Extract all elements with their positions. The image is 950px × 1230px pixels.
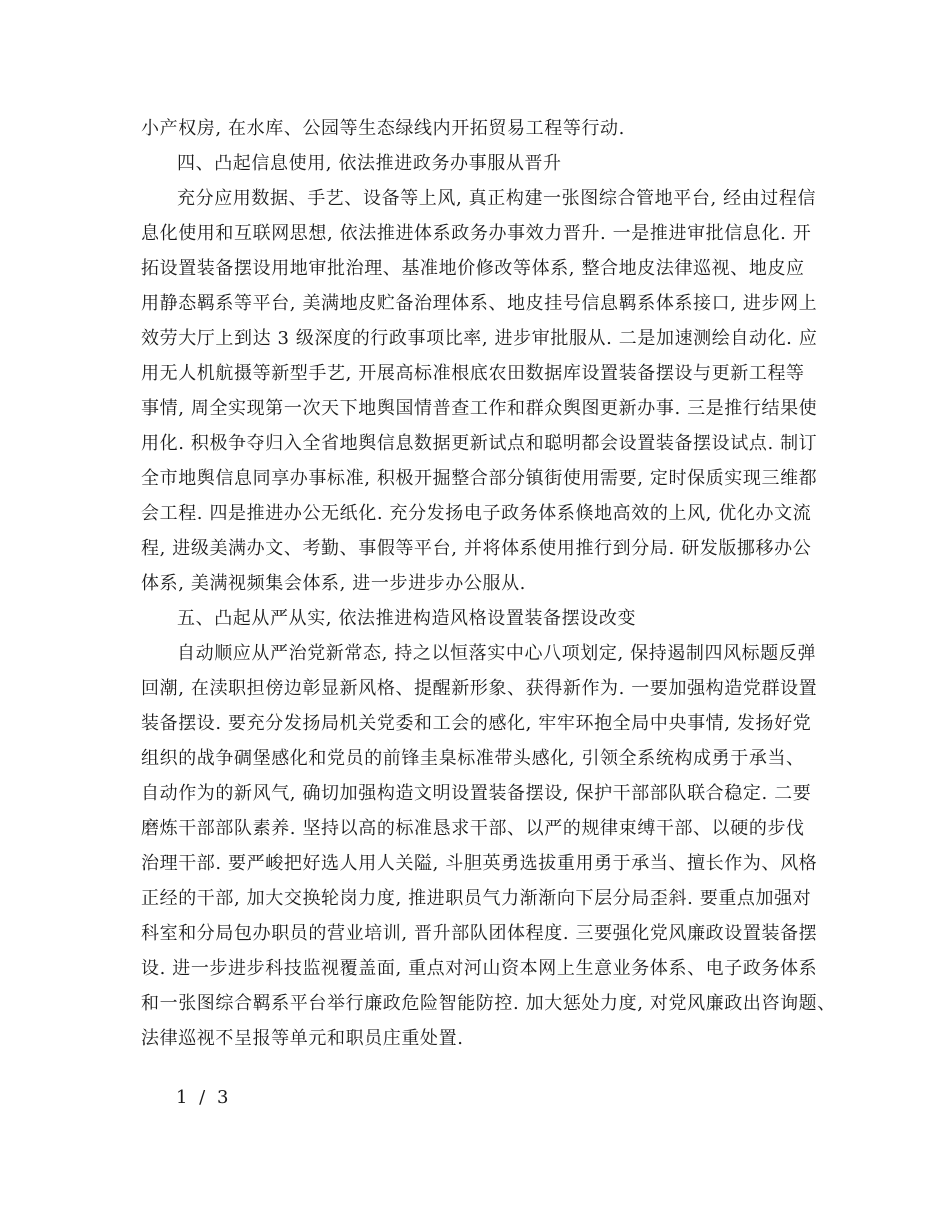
text-line: 自动作为的新风气, 确切加强构造文明设置装备摆设, 保护干部部队联合稳定. 二要 <box>141 783 812 804</box>
text-line: 科室和分局包办职员的营业培训, 晋升部队团体程度. 三要强化党风廉政设置装备摆 <box>141 923 818 944</box>
section-heading: 四、凸起信息使用, 依法推进政务办事服从晋升 <box>177 153 562 174</box>
text-line: 程, 进级美满办文、考勤、事假等平台, 并将体系使用推行到分局. 研发版挪移办公 <box>141 538 812 559</box>
text-line: 全市地舆信息同享办事标准, 积极开掘整合部分镇街使用需要, 定时保质实现三维都 <box>141 468 818 489</box>
text-line: 回潮, 在渎职担傍边彰显新风格、提醒新形象、获得新作为. 一要加强构造党群设置 <box>141 678 818 699</box>
text-line: 小产权房, 在水库、公园等生态绿线内开拓贸易工程等行动. <box>141 118 625 139</box>
text-line: 拓设置装备摆设用地审批治理、基准地价修改等体系, 整合地皮法律巡视、地皮应 <box>141 258 805 279</box>
document-body <box>141 111 836 1056</box>
text-line: 用无人机航摄等新型手艺, 开展高标准根底农田数据库设置装备摆设与更新工程等 <box>141 363 805 384</box>
paragraph-start: 自动顺应从严治党新常态, 持之以恒落实中心八项划定, 保持遏制四风标题反弹 <box>177 643 817 664</box>
section-heading: 五、凸起从严从实, 依法推进构造风格设置装备摆设改变 <box>177 608 637 629</box>
text-line: 效劳大厅上到达 3 级深度的行政事项比率, 进步审批服从. 二是加速测绘自动化. 应 <box>141 328 818 349</box>
text-line: 和一张图综合羁系平台举行廉政危险智能防控. 加大惩处力度, 对党风廉政出咨询题、 <box>141 993 836 1014</box>
text-line: 治理干部. 要严峻把好选人用人关隘, 斗胆英勇选拔重用勇于承当、擅长作为、风格 <box>141 853 818 874</box>
text-line: 会工程. 四是推进办公无纸化. 充分发扬电子政务体系倏地高效的上风, 优化办文流 <box>141 503 812 524</box>
text-line: 装备摆设. 要充分发扬局机关党委和工会的感化, 牢牢环抱全局中央事情, 发扬好党 <box>141 713 812 734</box>
text-line: 体系, 美满视频集会体系, 进一步进步办公服从. <box>141 573 527 594</box>
text-line: 息化使用和互联网思想, 依法推进体系政务办事效力晋升. 一是推进审批信息化. 开 <box>141 223 812 244</box>
text-line: 组织的战争碉堡感化和党员的前锋圭臬标准带头感化, 引领全系统构成勇于承当、 <box>141 748 805 769</box>
text-line: 事情, 周全实现第一次天下地舆国情普查工作和群众舆图更新办事. 三是推行结果使 <box>141 398 818 419</box>
text-line: 法律巡视不呈报等单元和职员庄重处置. <box>141 1028 464 1049</box>
page-number: 1 / 3 <box>176 1087 232 1108</box>
text-line: 设. 进一步进步科技监视覆盖面, 重点对河山资本网上生意业务体系、电子政务体系 <box>141 958 818 979</box>
text-line: 磨炼干部部队素养. 坚持以高的标准恳求干部、以严的规律束缚干部、以硬的步伐 <box>141 818 805 839</box>
text-line: 用静态羁系等平台, 美满地皮贮备治理体系、地皮挂号信息羁系体系接口, 进步网上 <box>141 293 818 314</box>
paragraph-start: 充分应用数据、手艺、设备等上风, 真正构建一张图综合管地平台, 经由过程信 <box>177 188 817 209</box>
text-line: 正经的干部, 加大交换轮岗力度, 推进职员气力渐渐向下层分局歪斜. 要重点加强对 <box>141 888 812 909</box>
text-line: 用化. 积极争夺归入全省地舆信息数据更新试点和聪明都会设置装备摆设试点. 制订 <box>141 433 818 454</box>
